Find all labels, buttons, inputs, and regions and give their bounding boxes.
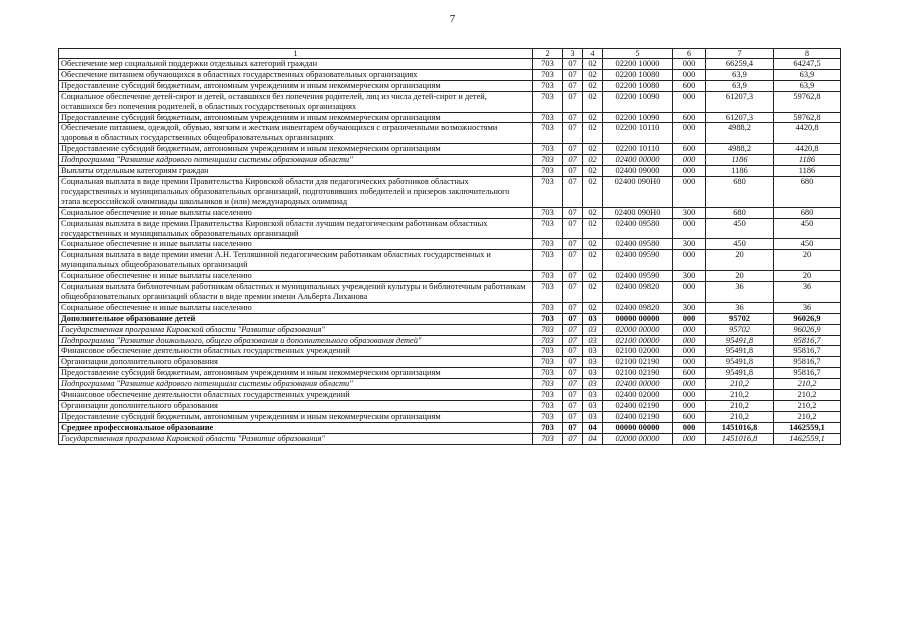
row-name-cell: Организации дополнительного образования — [59, 401, 533, 412]
row-name-cell: Социальная выплата в виде премии Правительства Кировской области лучшим педагогическим работникам областных государственных и муниципальных образовательных организаций — [59, 218, 533, 239]
table-row — [59, 91, 841, 112]
row-name-cell: Выплаты отдельным категориям граждан — [59, 166, 533, 177]
section-code-cell: 07 — [563, 155, 583, 166]
ved-code-cell: 703 — [533, 91, 563, 112]
header-cell: 5 — [603, 49, 673, 59]
section-code-cell: 07 — [563, 313, 583, 324]
subsection-code-cell: 02 — [583, 123, 603, 144]
target-article-cell: 02400 09580 — [603, 218, 673, 239]
section-code-cell: 07 — [563, 346, 583, 357]
target-article-cell: 02400 090Н0 — [603, 207, 673, 218]
amount-col8-cell: 210,2 — [774, 390, 841, 401]
row-name-cell: Обеспечение мер социальной поддержки отдельных категорий граждан — [59, 59, 533, 70]
table-row — [59, 368, 841, 379]
subsection-code-cell: 02 — [583, 91, 603, 112]
section-code-cell: 07 — [563, 379, 583, 390]
ved-code-cell: 703 — [533, 166, 563, 177]
expense-type-cell: 000 — [673, 401, 706, 412]
target-article-cell: 00000 00000 — [603, 422, 673, 433]
expense-type-cell: 000 — [673, 357, 706, 368]
expense-type-cell: 000 — [673, 324, 706, 335]
table-row — [59, 335, 841, 346]
row-name-cell: Социальное обеспечение и иные выплаты населению — [59, 207, 533, 218]
table-row — [59, 218, 841, 239]
amount-col8-cell: 1186 — [774, 155, 841, 166]
amount-col8-cell: 1462559,1 — [774, 422, 841, 433]
amount-col7-cell: 95702 — [706, 324, 774, 335]
row-name-cell: Обеспечение питанием обучающихся в областных государственных образовательных организациях — [59, 69, 533, 80]
target-article-cell: 02200 10110 — [603, 144, 673, 155]
expense-type-cell: 000 — [673, 390, 706, 401]
target-article-cell: 02400 09000 — [603, 166, 673, 177]
expense-type-cell: 600 — [673, 80, 706, 91]
amount-col8-cell: 95816,7 — [774, 357, 841, 368]
amount-col8-cell: 63,9 — [774, 69, 841, 80]
amount-col7-cell: 210,2 — [706, 401, 774, 412]
ved-code-cell: 703 — [533, 357, 563, 368]
expense-type-cell: 300 — [673, 302, 706, 313]
amount-col7-cell: 63,9 — [706, 80, 774, 91]
row-name-cell: Социальное обеспечение и иные выплаты населению — [59, 271, 533, 282]
ved-code-cell: 703 — [533, 112, 563, 123]
target-article-cell: 02200 10110 — [603, 123, 673, 144]
ved-code-cell: 703 — [533, 123, 563, 144]
header-cell: 2 — [533, 49, 563, 59]
row-name-cell: Социальная выплата в виде премии Правительства Кировской области для педагогических работников областных государственных и муниципальных образовательных организаций, подготовивших победителей и призеров заключительного этапа всероссийской олимпиады школьников и (или) международных олимпиад — [59, 176, 533, 207]
table-row — [59, 302, 841, 313]
row-name-cell: Социальное обеспечение детей-сирот и детей, оставшихся без попечения родителей, лиц из числа детей-сирот и детей, оставшихся без попечения родителей, в областных государственных организациях — [59, 91, 533, 112]
section-code-cell: 07 — [563, 112, 583, 123]
row-name-cell: Подпрограмма "Развитие кадрового потенциала системы образования области" — [59, 379, 533, 390]
amount-col8-cell: 95816,7 — [774, 346, 841, 357]
expense-type-cell: 000 — [673, 59, 706, 70]
expense-type-cell: 000 — [673, 218, 706, 239]
expense-type-cell: 000 — [673, 176, 706, 207]
section-code-cell: 07 — [563, 250, 583, 271]
header-cell: 6 — [673, 49, 706, 59]
expense-type-cell: 000 — [673, 346, 706, 357]
subsection-code-cell: 02 — [583, 112, 603, 123]
amount-col7-cell: 61207,3 — [706, 112, 774, 123]
table-row — [59, 250, 841, 271]
page-number: 7 — [449, 13, 456, 25]
row-name-cell: Предоставление субсидий бюджетным, автономным учреждениям и иным некоммерческим организациям — [59, 112, 533, 123]
expense-type-cell: 000 — [673, 379, 706, 390]
target-article-cell: 02400 00000 — [603, 155, 673, 166]
amount-col7-cell: 63,9 — [706, 69, 774, 80]
row-name-cell: Предоставление субсидий бюджетным, автономным учреждениям и иным некоммерческим организациям — [59, 144, 533, 155]
subsection-code-cell: 03 — [583, 390, 603, 401]
expense-type-cell: 600 — [673, 144, 706, 155]
target-article-cell: 02400 00000 — [603, 379, 673, 390]
subsection-code-cell: 04 — [583, 422, 603, 433]
table-row — [59, 144, 841, 155]
amount-col8-cell: 450 — [774, 218, 841, 239]
table-row — [59, 239, 841, 250]
amount-col8-cell: 210,2 — [774, 411, 841, 422]
section-code-cell: 07 — [563, 123, 583, 144]
target-article-cell: 02400 09590 — [603, 250, 673, 271]
section-code-cell: 07 — [563, 433, 583, 444]
table-row — [59, 401, 841, 412]
section-code-cell: 07 — [563, 282, 583, 303]
table-row — [59, 69, 841, 80]
target-article-cell: 02100 02190 — [603, 368, 673, 379]
subsection-code-cell: 02 — [583, 166, 603, 177]
table-row — [59, 166, 841, 177]
ved-code-cell: 703 — [533, 271, 563, 282]
row-name-cell: Государственная программа Кировской области "Развитие образования" — [59, 433, 533, 444]
target-article-cell: 02400 09820 — [603, 302, 673, 313]
table-row — [59, 411, 841, 422]
row-name-cell: Социальное обеспечение и иные выплаты населению — [59, 239, 533, 250]
subsection-code-cell: 02 — [583, 80, 603, 91]
target-article-cell: 02400 02190 — [603, 401, 673, 412]
target-article-cell: 02400 09580 — [603, 239, 673, 250]
target-article-cell: 02400 02190 — [603, 411, 673, 422]
row-name-cell: Социальное обеспечение и иные выплаты населению — [59, 302, 533, 313]
subsection-code-cell: 03 — [583, 379, 603, 390]
subsection-code-cell: 04 — [583, 433, 603, 444]
row-name-cell: Социальная выплата в виде премии имени А.Н. Тепляшиной педагогическим работникам областных государственных и муниципальных общеобразовательных организаций — [59, 250, 533, 271]
amount-col8-cell: 36 — [774, 302, 841, 313]
table-row — [59, 379, 841, 390]
amount-col7-cell: 95491,8 — [706, 357, 774, 368]
section-code-cell: 07 — [563, 357, 583, 368]
subsection-code-cell: 03 — [583, 346, 603, 357]
ved-code-cell: 703 — [533, 346, 563, 357]
amount-col7-cell: 95491,8 — [706, 346, 774, 357]
subsection-code-cell: 02 — [583, 218, 603, 239]
amount-col7-cell: 4988,2 — [706, 144, 774, 155]
ved-code-cell: 703 — [533, 411, 563, 422]
subsection-code-cell: 03 — [583, 401, 603, 412]
expense-type-cell: 000 — [673, 166, 706, 177]
ved-code-cell: 703 — [533, 282, 563, 303]
amount-col8-cell: 1462559,1 — [774, 433, 841, 444]
amount-col7-cell: 450 — [706, 239, 774, 250]
subsection-code-cell: 02 — [583, 207, 603, 218]
ved-code-cell: 703 — [533, 176, 563, 207]
amount-col7-cell: 66259,4 — [706, 59, 774, 70]
amount-col8-cell: 680 — [774, 176, 841, 207]
amount-col7-cell: 450 — [706, 218, 774, 239]
budget-table — [58, 48, 841, 445]
table-row — [59, 282, 841, 303]
amount-col7-cell: 1451016,8 — [706, 422, 774, 433]
amount-col8-cell: 20 — [774, 271, 841, 282]
amount-col8-cell: 36 — [774, 282, 841, 303]
row-name-cell: Обеспечение питанием, одеждой, обувью, мягким и жестким инвентарем обучающихся с ограниченными возможностями здоровья в областных государственных общеобразовательных организациях — [59, 123, 533, 144]
expense-type-cell: 000 — [673, 155, 706, 166]
table-row — [59, 357, 841, 368]
amount-col7-cell: 210,2 — [706, 390, 774, 401]
expense-type-cell: 300 — [673, 271, 706, 282]
section-code-cell: 07 — [563, 218, 583, 239]
amount-col7-cell: 210,2 — [706, 379, 774, 390]
amount-col8-cell: 4420,8 — [774, 144, 841, 155]
subsection-code-cell: 02 — [583, 271, 603, 282]
expense-type-cell: 000 — [673, 422, 706, 433]
section-code-cell: 07 — [563, 302, 583, 313]
expense-type-cell: 000 — [673, 91, 706, 112]
ved-code-cell: 703 — [533, 433, 563, 444]
amount-col7-cell: 20 — [706, 250, 774, 271]
ved-code-cell: 703 — [533, 69, 563, 80]
table-row — [59, 271, 841, 282]
amount-col7-cell: 210,2 — [706, 411, 774, 422]
amount-col8-cell: 4420,8 — [774, 123, 841, 144]
header-cell: 3 — [563, 49, 583, 59]
row-name-cell: Предоставление субсидий бюджетным, автономным учреждениям и иным некоммерческим организациям — [59, 368, 533, 379]
ved-code-cell: 703 — [533, 250, 563, 271]
row-name-cell: Предоставление субсидий бюджетным, автономным учреждениям и иным некоммерческим организациям — [59, 411, 533, 422]
amount-col7-cell: 1186 — [706, 155, 774, 166]
expense-type-cell: 000 — [673, 69, 706, 80]
subsection-code-cell: 03 — [583, 324, 603, 335]
row-name-cell: Среднее профессиональное образование — [59, 422, 533, 433]
amount-col7-cell: 95702 — [706, 313, 774, 324]
subsection-code-cell: 02 — [583, 176, 603, 207]
ved-code-cell: 703 — [533, 155, 563, 166]
section-code-cell: 07 — [563, 176, 583, 207]
amount-col7-cell: 4988,2 — [706, 123, 774, 144]
subsection-code-cell: 03 — [583, 368, 603, 379]
amount-col8-cell: 64247,5 — [774, 59, 841, 70]
subsection-code-cell: 02 — [583, 59, 603, 70]
target-article-cell: 02200 10090 — [603, 91, 673, 112]
expense-type-cell: 600 — [673, 411, 706, 422]
section-code-cell: 07 — [563, 80, 583, 91]
target-article-cell: 02400 090Н0 — [603, 176, 673, 207]
subsection-code-cell: 02 — [583, 144, 603, 155]
section-code-cell: 07 — [563, 207, 583, 218]
expense-type-cell: 000 — [673, 433, 706, 444]
ved-code-cell: 703 — [533, 59, 563, 70]
target-article-cell: 02400 09590 — [603, 271, 673, 282]
target-article-cell: 02000 00000 — [603, 324, 673, 335]
row-name-cell: Финансовое обеспечение деятельности областных государственных учреждений — [59, 346, 533, 357]
subsection-code-cell: 02 — [583, 69, 603, 80]
row-name-cell: Государственная программа Кировской области "Развитие образования" — [59, 324, 533, 335]
amount-col7-cell: 1186 — [706, 166, 774, 177]
target-article-cell: 02200 10000 — [603, 59, 673, 70]
amount-col8-cell: 20 — [774, 250, 841, 271]
amount-col7-cell: 20 — [706, 271, 774, 282]
ved-code-cell: 703 — [533, 335, 563, 346]
header-cell: 4 — [583, 49, 603, 59]
row-name-cell: Дополнительное образование детей — [59, 313, 533, 324]
amount-col7-cell: 1451016,8 — [706, 433, 774, 444]
amount-col8-cell: 210,2 — [774, 379, 841, 390]
amount-col7-cell: 36 — [706, 282, 774, 303]
amount-col7-cell: 61207,3 — [706, 91, 774, 112]
table-row — [59, 80, 841, 91]
section-code-cell: 07 — [563, 59, 583, 70]
ved-code-cell: 703 — [533, 313, 563, 324]
ved-code-cell: 703 — [533, 379, 563, 390]
table-row — [59, 422, 841, 433]
header-cell: 8 — [774, 49, 841, 59]
header-cell: 1 — [59, 49, 533, 59]
amount-col7-cell: 36 — [706, 302, 774, 313]
amount-col7-cell: 95491,8 — [706, 335, 774, 346]
ved-code-cell: 703 — [533, 80, 563, 91]
ved-code-cell: 703 — [533, 422, 563, 433]
amount-col8-cell: 59762,8 — [774, 112, 841, 123]
expense-type-cell: 000 — [673, 123, 706, 144]
target-article-cell: 02000 00000 — [603, 433, 673, 444]
section-code-cell: 07 — [563, 144, 583, 155]
row-name-cell: Финансовое обеспечение деятельности областных государственных учреждений — [59, 390, 533, 401]
subsection-code-cell: 03 — [583, 313, 603, 324]
amount-col7-cell: 680 — [706, 207, 774, 218]
subsection-code-cell: 02 — [583, 239, 603, 250]
expense-type-cell: 300 — [673, 239, 706, 250]
expense-type-cell: 600 — [673, 112, 706, 123]
target-article-cell: 02100 00000 — [603, 335, 673, 346]
target-article-cell: 02400 09820 — [603, 282, 673, 303]
header-cell: 7 — [706, 49, 774, 59]
section-code-cell: 07 — [563, 69, 583, 80]
target-article-cell: 02200 10080 — [603, 80, 673, 91]
section-code-cell: 07 — [563, 324, 583, 335]
table-row — [59, 324, 841, 335]
section-code-cell: 07 — [563, 411, 583, 422]
table-row — [59, 176, 841, 207]
target-article-cell: 02400 02000 — [603, 390, 673, 401]
section-code-cell: 07 — [563, 422, 583, 433]
subsection-code-cell: 02 — [583, 250, 603, 271]
subsection-code-cell: 03 — [583, 411, 603, 422]
section-code-cell: 07 — [563, 166, 583, 177]
target-article-cell: 02100 02190 — [603, 357, 673, 368]
expense-type-cell: 000 — [673, 282, 706, 303]
header-row — [59, 49, 841, 59]
subsection-code-cell: 02 — [583, 155, 603, 166]
expense-type-cell: 000 — [673, 313, 706, 324]
subsection-code-cell: 02 — [583, 302, 603, 313]
row-name-cell: Организации дополнительного образования — [59, 357, 533, 368]
table-row — [59, 112, 841, 123]
section-code-cell: 07 — [563, 401, 583, 412]
amount-col8-cell: 95816,7 — [774, 368, 841, 379]
table-row — [59, 346, 841, 357]
expense-type-cell: 000 — [673, 250, 706, 271]
ved-code-cell: 703 — [533, 401, 563, 412]
amount-col8-cell: 210,2 — [774, 401, 841, 412]
amount-col8-cell: 680 — [774, 207, 841, 218]
ved-code-cell: 703 — [533, 302, 563, 313]
section-code-cell: 07 — [563, 368, 583, 379]
table-row — [59, 433, 841, 444]
amount-col8-cell: 59762,8 — [774, 91, 841, 112]
amount-col8-cell: 1186 — [774, 166, 841, 177]
amount-col8-cell: 63,9 — [774, 80, 841, 91]
expense-type-cell: 300 — [673, 207, 706, 218]
section-code-cell: 07 — [563, 91, 583, 112]
ved-code-cell: 703 — [533, 144, 563, 155]
table-row — [59, 59, 841, 70]
row-name-cell: Предоставление субсидий бюджетным, автономным учреждениям и иным некоммерческим организациям — [59, 80, 533, 91]
ved-code-cell: 703 — [533, 239, 563, 250]
row-name-cell: Подпрограмма "Развитие дошкольного, общего образования и дополнительного образования детей" — [59, 335, 533, 346]
target-article-cell: 00000 00000 — [603, 313, 673, 324]
ved-code-cell: 703 — [533, 207, 563, 218]
subsection-code-cell: 02 — [583, 282, 603, 303]
section-code-cell: 07 — [563, 239, 583, 250]
table-row — [59, 313, 841, 324]
subsection-code-cell: 03 — [583, 335, 603, 346]
row-name-cell: Подпрограмма "Развитие кадрового потенциала системы образования области" — [59, 155, 533, 166]
table-row — [59, 390, 841, 401]
row-name-cell: Социальная выплата библиотечным работникам областных и муниципальных учреждений культуры и библиотечным работникам общеобразовательных организаций области в виде премии имени Альберта Лиханова — [59, 282, 533, 303]
table-row — [59, 155, 841, 166]
table-row — [59, 123, 841, 144]
section-code-cell: 07 — [563, 335, 583, 346]
amount-col8-cell: 96026,9 — [774, 313, 841, 324]
expense-type-cell: 600 — [673, 368, 706, 379]
section-code-cell: 07 — [563, 271, 583, 282]
amount-col7-cell: 680 — [706, 176, 774, 207]
ved-code-cell: 703 — [533, 218, 563, 239]
amount-col7-cell: 95491,8 — [706, 368, 774, 379]
ved-code-cell: 703 — [533, 324, 563, 335]
ved-code-cell: 703 — [533, 368, 563, 379]
target-article-cell: 02200 10090 — [603, 112, 673, 123]
table-row — [59, 207, 841, 218]
ved-code-cell: 703 — [533, 390, 563, 401]
target-article-cell: 02100 02000 — [603, 346, 673, 357]
target-article-cell: 02200 10080 — [603, 69, 673, 80]
subsection-code-cell: 03 — [583, 357, 603, 368]
amount-col8-cell: 96026,9 — [774, 324, 841, 335]
amount-col8-cell: 95816,7 — [774, 335, 841, 346]
section-code-cell: 07 — [563, 390, 583, 401]
amount-col8-cell: 450 — [774, 239, 841, 250]
expense-type-cell: 000 — [673, 335, 706, 346]
